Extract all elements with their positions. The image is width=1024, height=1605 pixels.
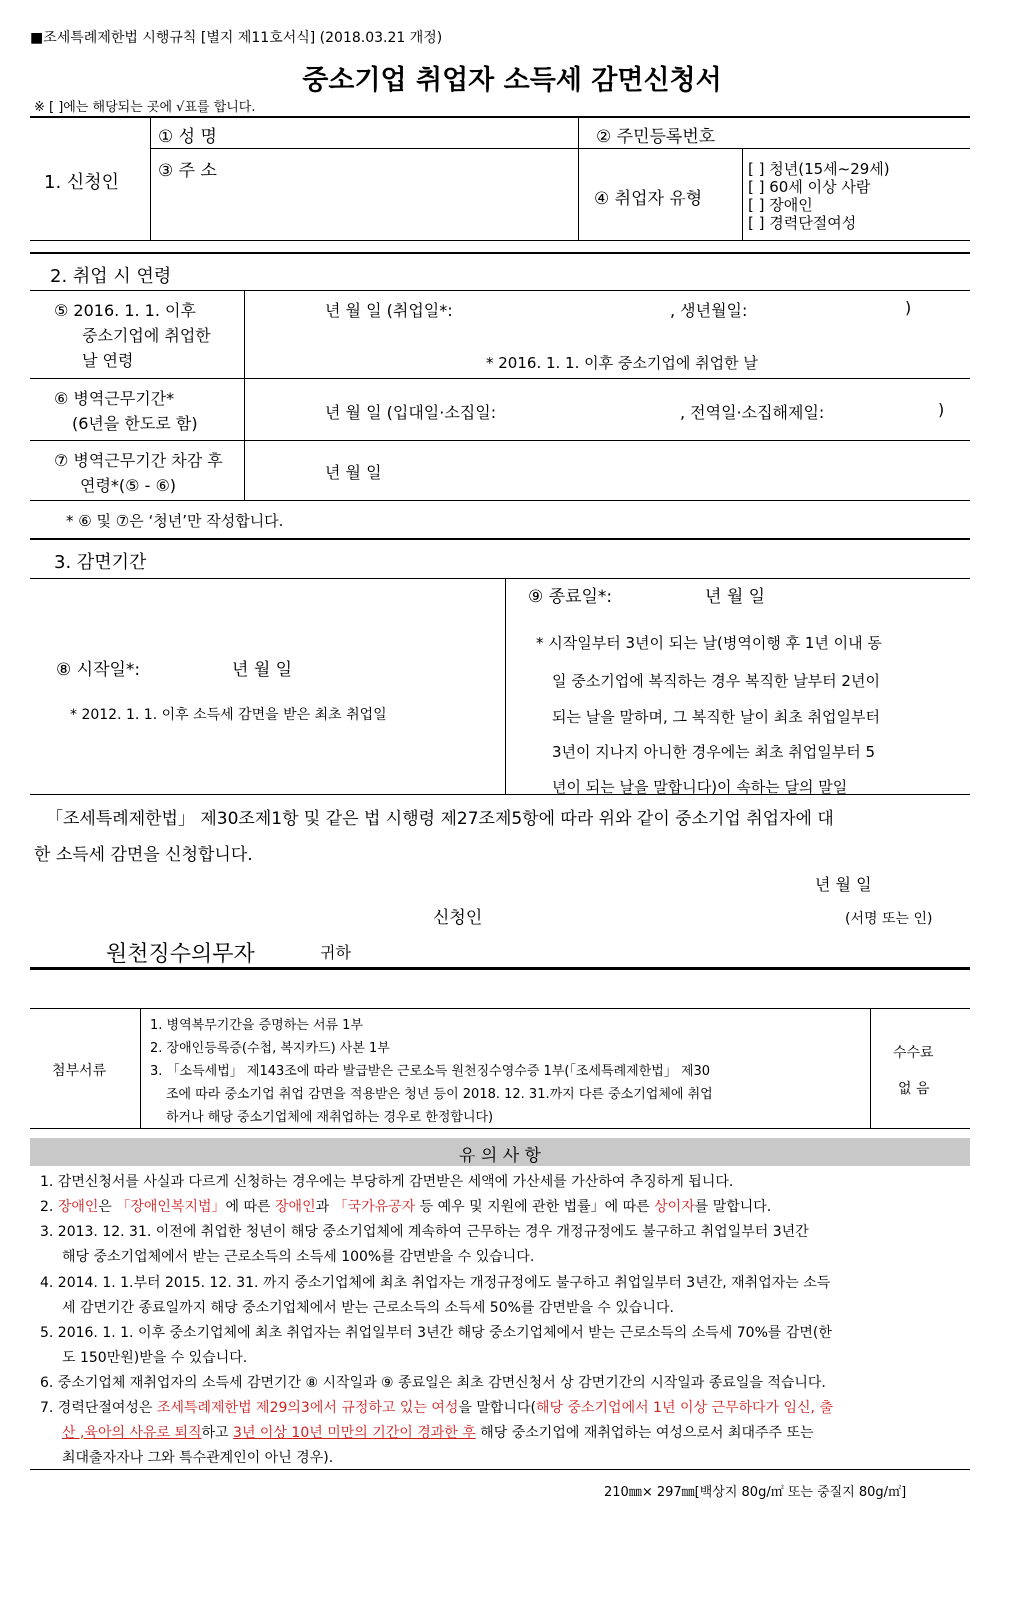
- declaration-line-2: 한 소득세 감면을 신청합니다.: [34, 845, 253, 865]
- youth-only-note: * ⑥ 및 ⑦은 ‘청년’만 작성합니다.: [66, 512, 284, 530]
- recipient-honorific: 귀하: [320, 943, 351, 962]
- resident-number-label: ② 주민등록번호: [596, 127, 716, 147]
- row7-date-fields[interactable]: 년 월 일: [325, 463, 382, 482]
- end-note-line-4: 3년이 지나지 아니한 경우에는 최초 취업일부터 5: [552, 743, 876, 761]
- end-date-label: ⑨ 종료일*:: [528, 587, 613, 607]
- note-2: 2. 장애인은 「장애인복지법」에 따른 장애인과 「국가유공자 등 예우 및 지원에 관한 법률」에 따른 상이자를 말합니다.: [40, 1199, 772, 1215]
- start-date-label: ⑧ 시작일*:: [56, 660, 141, 680]
- fee-value: 없 음: [898, 1081, 930, 1097]
- attachment-item-3-line-3: 하거나 해당 중소기업체에 재취업하는 경우로 한정합니다): [166, 1110, 494, 1125]
- paper-spec-footer: 210㎜× 297㎜[백상지 80g/㎡ 또는 중질지 80g/㎡]: [604, 1485, 907, 1500]
- attachment-item-2: 2. 장애인등록증(수첩, 복지카드) 사본 1부: [150, 1041, 390, 1056]
- row5-label-1: ⑤ 2016. 1. 1. 이후: [54, 301, 196, 320]
- row5-label-3: 날 연령: [82, 351, 134, 370]
- type-option-career-break[interactable]: [ ] 경력단절여성: [748, 214, 857, 232]
- end-note-line-1: * 시작일부터 3년이 되는 날(병역이행 후 1년 이내 동: [536, 634, 882, 652]
- fee-label: 수수료: [893, 1045, 934, 1061]
- note-3-line-1: 3. 2013. 12. 31. 이전에 취업한 청년이 해당 중소기업체에 계속하여 근무하는 경우 개정규정에도 불구하고 취업일부터 3년간: [40, 1224, 809, 1240]
- declaration-line-1: 「조세특례제한법」 제30조제1항 및 같은 법 시행령 제27조제5항에 따라 위와 같이 중소기업 취업자에 대: [46, 809, 834, 829]
- address-label: ③ 주 소: [158, 161, 217, 181]
- note-7-line-3: 최대출자자나 그와 특수관계인이 아닌 경우).: [62, 1450, 334, 1466]
- section-period-label: 3. 감면기간: [54, 552, 147, 573]
- row7-label-2: 연령*(⑤ - ⑥): [80, 476, 177, 495]
- row5-label-2: 중소기업에 취업한: [82, 326, 211, 345]
- row6-label-1: ⑥ 병역근무기간*: [54, 389, 175, 408]
- row5-date-fields[interactable]: 년 월 일 (취업일*:: [325, 301, 453, 320]
- type-option-disabled[interactable]: [ ] 장애인: [748, 196, 813, 214]
- attachment-item-3-line-1: 3. 「소득세법」 제143조에 따라 발급받은 근로소득 원천징수영수증 1부(「조세특례제한법」 제30: [150, 1064, 711, 1079]
- applicant-label: 신청인: [433, 908, 483, 928]
- row5-birthdate-field[interactable]: , 생년월일:: [670, 301, 748, 320]
- attachments-label: 첨부서류: [52, 1063, 107, 1079]
- end-note-line-2: 일 중소기업에 복직하는 경우 복직한 날부터 2년이: [552, 672, 880, 690]
- notes-heading: 유 의 사 항: [459, 1146, 541, 1166]
- note-5-line-1: 5. 2016. 1. 1. 이후 중소기업체에 최초 취업자는 취업일부터 3년간 해당 중소기업체에서 받는 근로소득의 소득세 70%를 감면(한: [40, 1325, 832, 1341]
- recipient-name: 원천징수의무자: [106, 942, 255, 967]
- row5-close-paren: ): [905, 298, 912, 317]
- note-4-line-2: 세 감면기간 종료일까지 해당 중소기업체에서 받는 근로소득의 소득세 50%를 감면받을 수 있습니다.: [62, 1300, 674, 1316]
- attachment-item-3-line-2: 조에 따라 중소기업 취업 감면을 적용받은 청년 등이 2018. 12. 31.까지 다른 중소기업체에 취업: [166, 1087, 713, 1102]
- section-age-label: 2. 취업 시 연령: [50, 266, 172, 287]
- note-6: 6. 중소기업체 재취업자의 소득세 감면기간 ⑧ 시작일과 ⑨ 종료일은 최초 감면신청서 상 감면기간의 시작일과 종료일을 적습니다.: [40, 1375, 826, 1391]
- end-note-line-5: 년이 되는 날을 말합니다)이 속하는 달의 말일: [552, 778, 848, 796]
- signature-field[interactable]: (서명 또는 인): [845, 911, 933, 927]
- start-date-note: * 2012. 1. 1. 이후 소득세 감면을 받은 최초 취업일: [70, 707, 387, 723]
- form-reference: ■조세특례제한법 시행규칙 [별지 제11호서식] (2018.03.21 개정): [30, 30, 443, 46]
- note-1: 1. 감면신청서를 사실과 다르게 신청하는 경우에는 부당하게 감면받은 세액에 가산세를 가산하여 추징하게 됩니다.: [40, 1174, 734, 1190]
- note-3-line-2: 해당 중소기업체에서 받는 근로소득의 소득세 100%를 감면받을 수 있습니다.: [62, 1249, 535, 1265]
- note-7-line-2: 산 ,육아의 사유로 퇴직하고 3년 이상 10년 미만의 기간이 경과한 후 해당 중소기업에 재취업하는 여성으로서 최대주주 또는: [62, 1425, 814, 1441]
- declaration-date[interactable]: 년 월 일: [815, 875, 872, 894]
- employee-type-label: ④ 취업자 유형: [594, 189, 703, 209]
- note-4-line-1: 4. 2014. 1. 1.부터 2015. 12. 31. 까지 중소기업체에 최초 취업자는 개정규정에도 불구하고 취업일부터 3년간, 재취업자는 소득: [40, 1275, 831, 1291]
- row5-note: * 2016. 1. 1. 이후 중소기업에 취업한 날: [486, 354, 758, 372]
- row6-discharge-field[interactable]: , 전역일·소집해제일:: [680, 403, 825, 422]
- document-title: 중소기업 취업자 소득세 감면신청서: [302, 65, 722, 96]
- row6-date-fields[interactable]: 년 월 일 (입대일·소집일:: [325, 403, 497, 422]
- check-instruction: ※ [ ]에는 해당되는 곳에 √표를 합니다.: [34, 100, 256, 115]
- row6-label-2: (6년을 한도로 함): [72, 414, 198, 433]
- end-note-line-3: 되는 날을 말하며, 그 복직한 날이 최초 취업일부터: [552, 708, 880, 726]
- end-date-fields[interactable]: 년 월 일: [705, 587, 766, 607]
- attachment-item-1: 1. 병역복무기간을 증명하는 서류 1부: [150, 1018, 364, 1033]
- row7-label-1: ⑦ 병역근무기간 차감 후: [54, 451, 223, 470]
- row6-close-paren: ): [938, 400, 945, 419]
- note-5-line-2: 도 150만원)받을 수 있습니다.: [62, 1350, 248, 1366]
- name-label: ① 성 명: [158, 127, 217, 147]
- note-7-line-1: 7. 경력단절여성은 조세특례제한법 제29의3에서 규정하고 있는 여성을 말합니다(해당 중소기업에서 1년 이상 근무하다가 임신, 출: [40, 1400, 833, 1416]
- type-option-youth[interactable]: [ ] 청년(15세∼29세): [748, 160, 890, 178]
- type-option-senior[interactable]: [ ] 60세 이상 사람: [748, 178, 871, 196]
- section-applicant-label: 1. 신청인: [44, 172, 120, 193]
- start-date-fields[interactable]: 년 월 일: [232, 660, 293, 680]
